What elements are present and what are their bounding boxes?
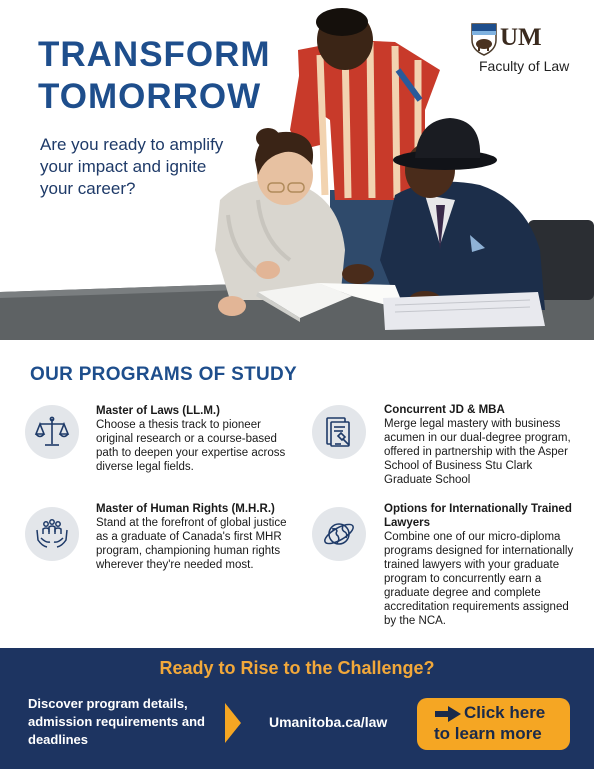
chevron-right-icon (225, 703, 241, 743)
hero-section (0, 0, 594, 340)
program-jd-mba-icon-badge (312, 405, 366, 459)
program-itl-icon-badge (312, 507, 366, 561)
legal-document-gavel-icon (321, 414, 357, 450)
hero-title (38, 34, 271, 118)
program-mhr-description: Stand at the forefront of global justice as a graduate of Canada's first MHR program, championing human rights wherever they're needed most. (96, 517, 287, 571)
cta-description: Discover program details, admission requirements and deadlines (28, 696, 205, 747)
cta-title: Ready to Rise to the Challenge? (159, 658, 435, 678)
arrow-right-icon (435, 706, 461, 722)
bison-shield-icon (470, 22, 498, 56)
program-jd-mba-description: Merge legal mastery with business acumen in our dual-degree program, offered in partnership with the Asper School of Business Stu Clark Graduate School (384, 418, 571, 486)
learn-more-button[interactable] (417, 698, 570, 750)
scales-of-justice-icon (34, 414, 70, 450)
program-llm-icon-badge (25, 405, 79, 459)
people-in-hands-icon (34, 516, 70, 552)
program-jd-mba-name: Concurrent JD & MBA (384, 404, 505, 416)
program-itl-name: Options for Internationally Trained Lawyers (384, 503, 572, 529)
logo-unit-name: Faculty of Law (479, 58, 570, 74)
um-faculty-of-law-logo (470, 20, 580, 80)
program-mhr-icon-badge (25, 507, 79, 561)
learn-more-button-label-2: to learn more (434, 724, 542, 743)
program-itl-description: Combine one of our micro-diploma programs designed for internationally trained lawyers with your graduate program to concurrently earn a graduate degree and complete accreditation requirements assigned by the NCA. (384, 531, 574, 627)
globe-orbit-icon (321, 516, 357, 552)
hero-title-line-1: TRANSFORM (38, 35, 271, 74)
cta-url-link[interactable]: Umanitoba.ca/law (269, 714, 388, 730)
learn-more-button-label-1: Click here (464, 703, 546, 722)
learn-more-button-line-1 (435, 703, 545, 723)
hero-title-line-2: TOMORROW (38, 77, 262, 116)
program-llm-description: Choose a thesis track to pioneer original research or a course-based path to deepen your expertise across diverse legal fields. (96, 419, 286, 473)
program-llm-name: Master of Laws (LL.M.) (96, 405, 220, 417)
programs-section-title: OUR PROGRAMS OF STUDY (30, 364, 298, 385)
program-mhr-name: Master of Human Rights (M.H.R.) (96, 503, 275, 515)
hero-subtitle: Are you ready to amplify your impact and ignite your career? (40, 135, 224, 198)
cta-banner (0, 648, 594, 769)
logo-wordmark: UM (500, 24, 542, 51)
